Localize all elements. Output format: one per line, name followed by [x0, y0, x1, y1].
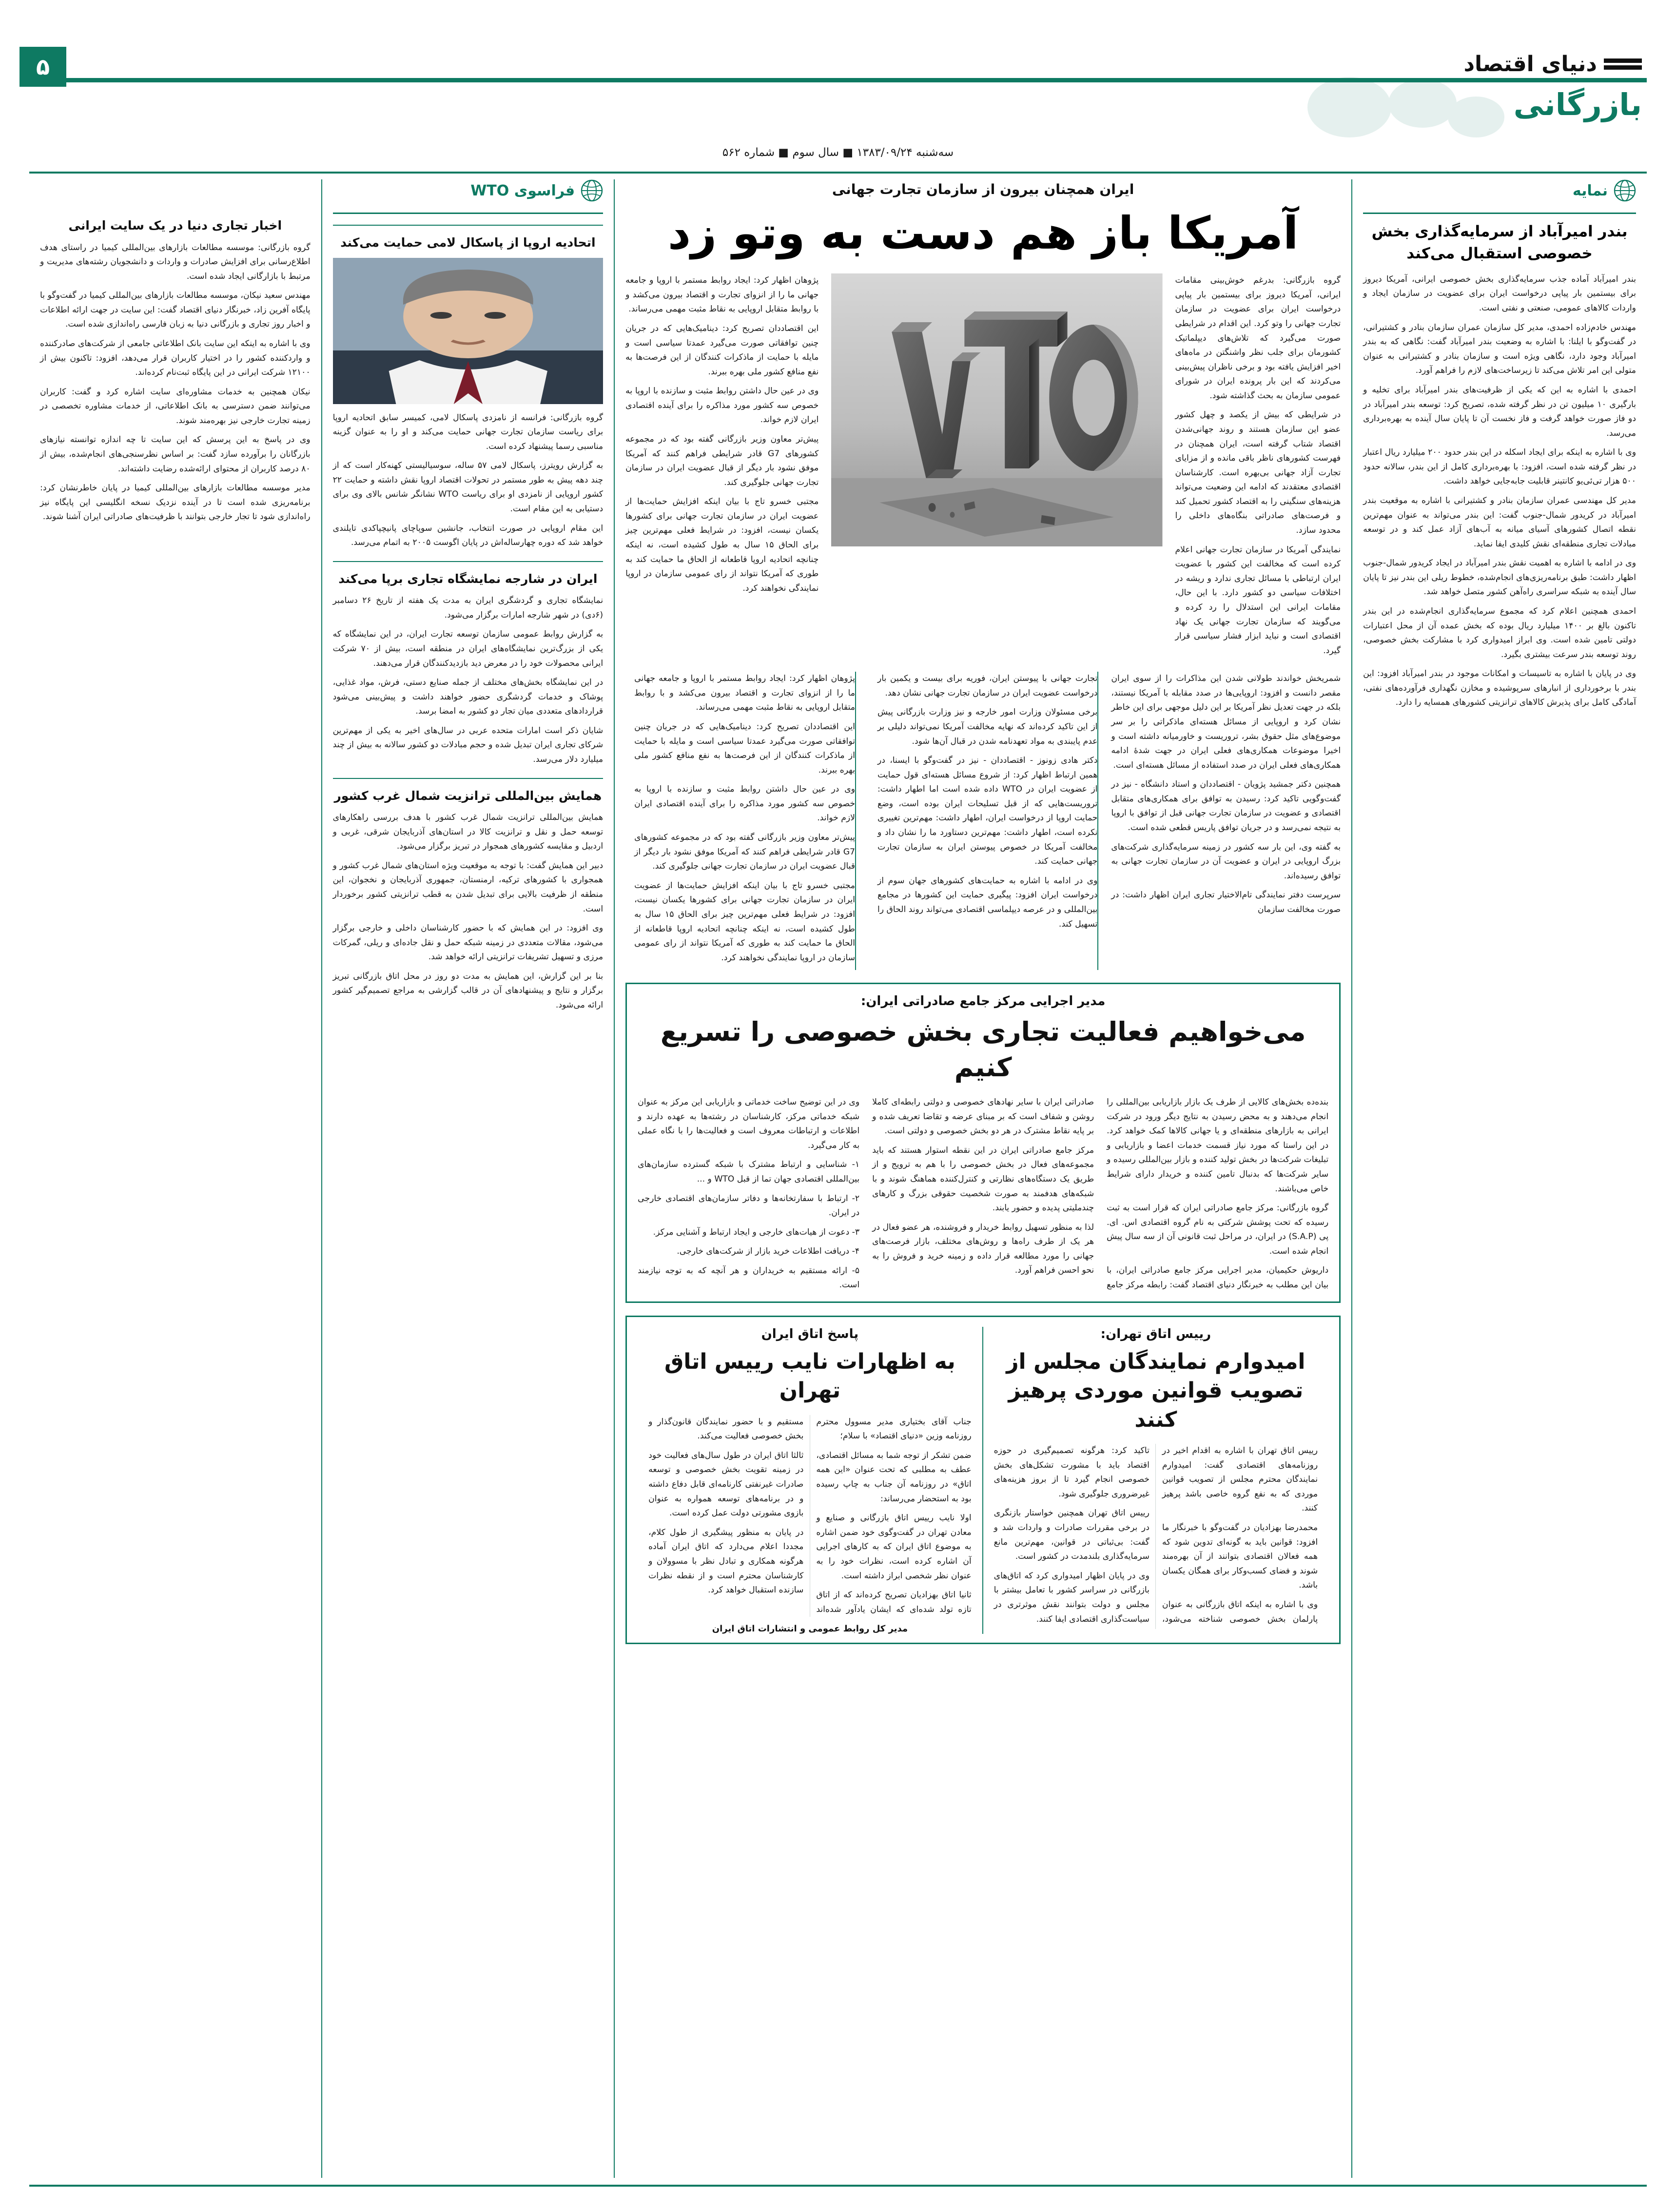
column-index: [1352, 179, 1647, 2178]
export-center-paragraph: وی در این توضیح ساخت خدماتی و بازاریابی این مرکز به عنوان شبکه خدماتی مرکز، کارشناسان در رشته‌ها به عهده دارند و اطلاعات و ارتباطات معروف است و فعالیت‌ها را با نگاه عملی به کار می‌گیرد.: [638, 1097, 860, 1150]
wto-article-body: [40, 241, 311, 524]
wto-paragraph: مهندس سعید نیکان، موسسه مطالعات بازارهای بین‌المللی کیمیا در گفت‌وگو با پایگاه آفرین زاد، خبرنگار دنیای اقتصاد گفت: این سایت در جهت ارائه اطلاعات و اخبار روز تجاری و بازرگانی دنیا به زبان فارسی راه‌اندازی شده است.: [40, 291, 311, 330]
lead-paragraph: نمایندگی آمریکا در سازمان تجارت جهانی اعلام کرده است که مخالفت این کشور با عضویت ایران ارتباطی با مسائل تجاری ندارد و ریشه در اختلافات سیاسی دو کشور دارد. با این حال، مقامات ایرانی این استدلال را رد کرده و می‌گویند که سازمان تجارت جهانی یک نهاد اقتصادی است و نباید ابزار فشار سیاسی قرار گیرد.: [1175, 544, 1341, 656]
page-number: ۵: [36, 54, 50, 80]
lead-paragraph: پیش‌تر معاون وزیر بازرگانی گفته بود که در مجموعه کشورهای G7 قادر شرایطی فراهم کنند که آمریکا موفق نشود بار دیگر از قبال عضویت ایران در سازمان تجارت جهانی جلوگیری کند.: [634, 833, 855, 872]
export-center-list-item: ۱- شناسایی و ارتباط مشترک با شبکه گسترده سازمان‌های بین‌المللی اقتصادی جهان تما از قبل WTO و ...: [638, 1160, 860, 1184]
amirabad-paragraphs: [1363, 321, 1636, 710]
lead-kicker: ایران همچنان بیرون از سازمان تجارت جهانی: [832, 181, 1134, 197]
divider: [333, 778, 604, 779]
chamber-iran-half: [638, 1327, 983, 1634]
chamber-iran-headline: به اظهارات نایب رییس اتاق تهران: [664, 1349, 955, 1403]
lead-paragraph: وی در عین حال داشتن روابط مثبت و سازنده با اروپا به خصوص سه کشور مورد مذاکره را برای آینده اقتصادی ایران لازم خواند.: [634, 784, 855, 823]
page-number-badge: [19, 47, 66, 87]
wto-paragraph: وی با اشاره به اینکه این سایت بانک اطلاعاتی جامعی از شرکت‌های صادرکننده و واردکننده کشور را در اختیار کاربران قرار می‌دهد، افزود: تاکنون بیش از ۱۲۱۰۰ شرکت ایرانی در این پایگاه ثبت‌نام کرده‌اند.: [40, 338, 311, 378]
chamber-iran-paragraph: ثانیا اتاق بهزادیان تصریح کرده‌اند که از اتاق تازه تولد شده‌ای که ایشان یادآور شده‌اند مستقیم و با حضور نمایندگان قانون‌گذار و بخش خصوصی فعالیت می‌کند.: [648, 1416, 972, 1614]
export-center-list-item: ۳- دعوت از هیات‌های خارجی و ایجاد ارتباط و آشنایی مرکز.: [653, 1227, 860, 1237]
chamber-iran-paragraph: ثالثا اتاق ایران در طول سال‌های فعالیت خود در زمینه تقویت بخش خصوصی و توسعه صادرات غیرنفتی کارنامه‌ای قابل دفاع داشته و در برنامه‌های توسعه همواره به عنوان بازوی مشورتی دولت عمل کرده است.: [648, 1450, 804, 1518]
wto-paragraph: در این نمایشگاه بخش‌های مختلف از جمله صنایع دستی، فرش، مواد غذایی، پوشاک و خدمات گردشگری حضور خواهند داشت و پیش‌بینی می‌شود قراردادهای متعددی میان تجار دو کشور به امضا برسد.: [332, 678, 604, 717]
export-center-list-item: ۵- ارائه مستقیم به خریداران و هر آنچه که به توجه نیازمند است.: [638, 1265, 860, 1290]
lead-col-d: [869, 672, 1098, 970]
chamber-tehran-paragraph: وی در پایان اظهار امیدواری کرد که اتاق‌های بازرگانی در سراسر کشور با تعامل بیشتر با مجلس و دولت بتوانند نقش موثرتری در سیاست‌گذاری اقتصادی ایفا کنند.: [994, 1571, 1150, 1624]
export-center-headline: می‌خواهیم فعالیت تجاری بخش خصوصی را تسریع کنیم: [660, 1016, 1306, 1083]
divider: [333, 561, 604, 562]
lead-col-a: [1175, 273, 1341, 663]
wto-paragraph: وی افزود: در این همایش که با حضور کارشناسان داخلی و خارجی برگزار می‌شود، مقالات متعددی در زمینه شبکه حمل و نقل جاده‌ای و ریلی، گمرکات مرزی و تسهیل تشریفات ترانزیتی ارائه خواهد شد.: [332, 923, 604, 962]
index-column-header: [1363, 179, 1636, 202]
wto-article-title: همایش بین‌المللی ترانزیت شمال غرب کشور: [334, 788, 602, 803]
amirabad-article-title: بندر امیرآباد از سرمایه‌گذاری بخش خصوصی استقبال می‌کند: [1371, 223, 1628, 262]
chamber-iran-body: [648, 1415, 972, 1617]
chamber-split: [638, 1327, 1328, 1634]
export-center-list-item: ۲- ارتباط با سفارتخانه‌ها و دفاتر سازمان‌های اقتصادی خارجی در ایران.: [638, 1193, 860, 1218]
lead-paragraph: دکتر هادی زونوز - اقتصاددان - نیز در گفت‌وگو با ایسنا، در همین ارتباط اظهار کرد: از شروع مسائل هسته‌ای قول حمایت از عضویت ایران در WTO داده شده است اما اطهار داشت: تروریست‌هایی که از قبل تسلیحات ایران بوده است، وضع حمایت اروپا از درخواست ایران، اطهار داشت: مهم‌ترین تغییری نکرده است، اطهار داشت: مهم‌ترین دستاورد ما را نشان داد و مخالفت آمریکا در خصوص پیوستن ایران به سازمان تجارت جهانی حمایت کند.: [877, 756, 1098, 867]
amirabad-paragraph: وی در پایان با اشاره به تاسیسات و امکانات موجود در بندر امیرآباد افزود: این بندر با برخورداری از انبارهای سرپوشیده و مخازن نگهداری فرآورده‌های نفتی، آمادگی کامل برای پذیرش کالاهای ترانزیتی کشورهای همسایه را دارد.: [1363, 669, 1636, 708]
wto-paragraph: به گزارش روابط عمومی سازمان توسعه تجارت ایران، در این نمایشگاه که یکی از بزرگ‌ترین نمایشگاه‌های ایران در منطقه است، بیش از ۷۰ شرکت ایرانی محصولات خود را در معرض دید بازدیدکنندگان قرار می‌دهند.: [332, 629, 604, 668]
chamber-tehran-paragraph: وی با اشاره به اینکه اتاق بازرگانی به عنوان پارلمان بخش خصوصی شناخته می‌شود، تاکید کرد: هرگونه تصمیم‌گیری در حوزه اقتصاد باید با مشورت تشکل‌های بخش خصوصی انجام گیرد تا از بروز هزینه‌های غیرضروری جلوگیری شود.: [994, 1446, 1318, 1624]
wto-paragraph: به گزارش رویترز، پاسکال لامی ۵۷ ساله، سوسیالیستی کهنه‌کار است که از چند دهه پیش به طور مستمر در تحولات اقتصاد اروپا نقش داشته و حمایت ۲۲ کشور اروپایی از نامزدی او برای ریاست WTO نشانگر شانس بالای وی برای دستیابی به این مقام است.: [332, 461, 604, 514]
globe-icon: [1614, 179, 1636, 202]
wto-article-body: [333, 594, 604, 767]
chamber-tehran-paragraph: محمدرضا بهزادیان در گفت‌وگو با خبرنگار ما افزود: قوانین باید به گونه‌ای تدوین شود که همه فعالان اقتصادی بتوانند از آن بهره‌مند شوند و فضای کسب‌وکار برای همگان یکسان باشد.: [1162, 1523, 1318, 1591]
lead-paragraph: گروه بازرگانی: بدرغم خوش‌بینی مقامات ایرانی، آمریکا دیروز برای بیستمین بار پیاپی درخواست ایران برای عضویت در سازمان تجارت جهانی را وتو کرد. این اقدام در شرایطی صورت می‌گیرد که تلاش‌های دیپلماتیک کشورمان برای جلب نظر واشنگتن در ماه‌های اخیر افزایش یافته بود و برخی ناظران پیش‌بینی می‌کردند که این بار پرونده ایران در شورای عمومی سازمان به بحث گذاشته شود.: [1175, 275, 1341, 401]
wto-paragraph: این مقام اروپایی در صورت انتخاب، جانشین سوپاچای پانیچپاکدی تایلندی خواهد شد که دوره چهارساله‌اش در پایان اگوست ۲۰۰۵ به اتمام می‌رسد.: [332, 523, 604, 548]
column-grid: [29, 179, 1647, 2178]
chamber-iran-paragraph: جناب آقای بختیاری مدیر مسوول محترم روزنامه وزین «دنیای اقتصاد» با سلام؛: [816, 1416, 972, 1441]
chamber-iran-paragraph: در پایان به منظور پیشگیری از طول کلام، مجددا اعلام می‌دارد که اتاق ایران آماده هرگونه همکاری و تبادل نظر با مسوولان و کارشناسان محترم است و از نقطه نظرات سازنده استقبال خواهد کرد.: [648, 1527, 804, 1595]
wto-column-label: فراسوی WTO: [470, 182, 575, 199]
amirabad-paragraph: مهندس خادم‌زاده احمدی، مدیر کل سازمان عمران سازمان بنادر و کشتیرانی، در گفت‌وگو با ایلنا: با اشاره به وضعیت بندر امیرآباد گفت: نگاهی که به بندر امیرآباد وجود دارد، نگاهی ویژه است و سازمان بنادر و کشتیرانی به عنوان متولی این امر تلاش می‌کند تا زیرساخت‌های لازم را فراهم آورد.: [1363, 322, 1636, 376]
wto-photo: [831, 273, 1162, 546]
wto-article: [40, 216, 311, 524]
chamber-iran-signature: مدیر کل روابط عمومی و انتشارات اتاق ایران: [712, 1624, 908, 1634]
lead-paragraph: مجتبی خسرو تاج با بیان اینکه افزایش حمایت‌ها از عضویت ایران در سازمان تجارت جهانی برای کشورها یکسان نیست، افزود: در شرایط فعلی مهم‌ترین چیز برای الحاق ۱۵ سال به طول کشیده است، نه اینکه چنانچه اتحادیه اروپا قاطعانه از الحاق ما حمایت کند به طوری که آمریکا نتواند از رای عمومی سازمان در اروپا نمایندگی نخواهند کرد.: [634, 880, 855, 963]
wto-article: [333, 561, 604, 767]
lead-col-e: [625, 672, 856, 970]
export-center-body: [638, 1095, 1328, 1293]
lead-paragraph: برخی مسئولان وزارت امور خارجه و نیز وزارت بازرگانی پیش از این تاکید کرده‌اند که نهایه مخالفت آمریکا نمی‌تواند دلیلی بر عدم پایبندی به مواد تعهدنامه شدن در قبال آن‌ها شود.: [877, 707, 1098, 746]
lead-paragraph: پژوهان اظهار کرد: ایجاد روابط مستمر با اروپا و جامعه جهانی ما را از انزوای تجارت و اقتصاد بیرون می‌کشد و با روابط متقابل اروپایی به نقاط مثبت مهمی می‌رساند.: [625, 275, 819, 314]
lead-paragraph: همچنین دکتر جمشید پژویان - اقتصاددان و استاد دانشگاه - نیز در گفت‌وگویی تاکید کرد: رسیدن به توافق برای همکاری‌های متقابل اقتصادی و عضویت در سازمان تجارت جهانی قبل از توافق با اروپا به نتیجه نمی‌رسد و در جریان توافق پاریس قطعی شده است.: [1111, 779, 1341, 833]
wto-article-body: [333, 411, 604, 550]
wto-paragraph: شایان ذکر است امارات متحده عربی در سال‌های اخیر به یکی از مهم‌ترین شرکای تجاری ایران تبدیل شده و حجم مبادلات دو کشور سالانه به بیش از چند میلیارد دلار می‌رسد.: [332, 725, 604, 764]
wto-paragraph: وی در پاسخ به این پرسش که این سایت تا چه اندازه توانسته نیازهای بازرگانان را برآورده سازد گفت: بر اساس نظرسنجی‌های انجام‌شده، بیش از ۸۰ درصد کاربران از محتوای ارائه‌شده رضایت داشته‌اند.: [40, 435, 311, 474]
lead-grid: [625, 273, 1341, 663]
wto-article: [333, 225, 604, 550]
lead-paragraph: مجتبی خسرو تاج با بیان اینکه افزایش حمایت‌ها از عضویت ایران در سازمان تجارت جهانی برای کشورها یکسان نیست، افزود: در شرایط فعلی مهم‌ترین چیز برای الحاق ۱۵ سال به طول کشیده است، نه اینکه چنانچه اتحادیه اروپا قاطعانه از الحاق ما حمایت کند به طوری که آمریکا نتواند از رای عمومی سازمان در اروپا نمایندگی نخواهند کرد.: [625, 497, 819, 593]
chamber-iran-paragraph: ضمن تشکر از توجه شما به مسائل اقتصادی، عطف به مطلبی که تحت عنوان «این همه اتاق» در روزنامه آن جناب به چاپ رسیده بود به استحضار می‌رساند:: [816, 1450, 972, 1504]
amirabad-paragraph: وی با اشاره به اینکه برای ایجاد اسکله در این بندر حدود ۲۰۰ میلیارد ریال اعتبار در نظر گرفته شده است، افزود: با بهره‌برداری کامل از این بندر، سالانه حدود ۵۰۰ هزار تی‌ئی‌یو کانتینر قابلیت جابه‌جایی خواهد داشت.: [1363, 447, 1636, 486]
lead-col-c: [1111, 672, 1341, 970]
lead-paragraph: پیش‌تر معاون وزیر بازرگانی گفته بود که در مجموعه کشورهای G7 قادر شرایطی فراهم کنند که آمریکا موفق نشود بار دیگر از قبال عضویت ایران در سازمان تجارت جهانی جلوگیری کند.: [625, 434, 819, 487]
lead-paragraph: شمریخش خواندند طولانی شدن این مذاکرات را از سوی ایران مقصر دانست و افزود: اروپایی‌ها در صدد مقابله با آمریکا نیستند، بلکه در جهت تعدیل نظر آمریکا بر این دلیل موجهی برای این خاطر نشان کرد و اروپایی از مسائل هسته‌ای ماذکراتی را بر سر موضوع‌های مثل حقوق بشر، تروریست و خاورمیانه داشته است و اخیرا موضوعات همکاری‌های فعلی ایران در جهت شدهٔ ادامه همکاری‌های فعلی ایران در صدد استفاده از مسائل هسته‌ای است.: [1111, 674, 1341, 770]
wto-paragraph: نمایشگاه تجاری و گردشگری ایران به مدت یک هفته از تاریخ ۲۶ دسامبر (۶دی) در شهر شارجه امارات برگزار می‌شود.: [332, 596, 604, 620]
column-wto-b: [29, 179, 322, 2178]
wto-article: [333, 778, 604, 1013]
amirabad-lead: بندر امیرآباد آماده جذب سرمایه‌گذاری بخش خصوصی ایرانی، آمریکا دیروز برای بیستمین بار پیاپی درخواست ایران برای عضویت در سازمان ایجاد و واردات کالاهای عمومی، صنعتی و نفتی است.: [1363, 274, 1636, 313]
wto-paragraph: نیکان همچنین به خدمات مشاوره‌ای سایت اشاره کرد و گفت: کاربران می‌توانند ضمن دسترسی به بانک اطلاعاتی، از خدمات مشاوره تخصصی در زمینه تجارت خارجی نیز بهره‌مند شوند.: [40, 387, 311, 426]
index-column-label: نمایه: [1572, 182, 1608, 199]
brand-name: دنیای اقتصاد: [1463, 51, 1597, 77]
chamber-tehran-paragraph: رییس اتاق تهران با اشاره به اقدام اخیر در روزنامه‌های اقتصادی گفت: امیدوارم نمایندگان محترم مجلس از تصویب قوانین موردی که به نفع گروه خاصی باشد پرهیز کنند.: [1162, 1446, 1318, 1513]
chamber-box: [625, 1316, 1341, 1644]
export-center-eyebrow: مدیر اجرایی مرکز جامع صادراتی ایران:: [860, 994, 1106, 1009]
lead-paragraph: سرپرست دفتر نمایندگی تام‌الاختیار تجاری ایران اظهار داشت: در صورت مخالفت سازمان: [1111, 890, 1341, 914]
chamber-tehran-headline: امیدوارم نمایندگان مجلس از تصویب قوانین موردی پرهیز کنند: [1006, 1349, 1306, 1432]
dateline: سه‌شنبه ۱۳۸۳/۰۹/۲۴ ■ سال سوم ■ شماره ۵۶۲: [722, 146, 954, 159]
column-main: [615, 179, 1352, 2178]
wto-article-title: اخبار تجاری دنیا در یک سایت ایرانی: [68, 218, 282, 233]
divider: [333, 213, 604, 214]
lead-col-b-wrap: [625, 273, 819, 663]
chamber-iran-eyebrow: پاسخ اتاق ایران: [761, 1326, 859, 1341]
wto-paragraph: همایش بین‌المللی ترانزیت شمال غرب کشور با هدف بررسی راهکارهای توسعه حمل و نقل و ترانزیت کالا در استان‌های آذربایجان شرقی، غربی و اردبیل و مقایسه کشورهای همجوار در تبریز برگزار می‌شود.: [332, 813, 604, 852]
column-wto-a: [322, 179, 615, 2178]
lead-paragraph: به گفته وی، این بار سه کشور در زمینه سرمایه‌گذاری شرکت‌های بزرگ اروپایی در ایران و عضویت آن در سازمان تجارت جهانی به توافق رسیده‌اند.: [1111, 842, 1341, 881]
lead-paragraph: این اقتصاددان تصریح کرد: دینامیک‌هایی که در جریان چنین توافقاتی صورت می‌گیرد عمدتا سیاسی است و مایله با حمایت از ماذکرات کنندگان از این فرصت‌ها به نفع منافع کشور ملی بهره ببرند.: [634, 722, 855, 775]
wto-articles-a: [333, 225, 604, 1013]
wto-articles-b: [40, 216, 311, 524]
export-center-box: [625, 983, 1341, 1303]
wto-column-header: [333, 179, 604, 202]
chamber-tehran-eyebrow: رییس اتاق تهران:: [1100, 1326, 1211, 1341]
divider: [1363, 213, 1636, 214]
globe-icon: [581, 179, 603, 202]
lead-paragraph: این اقتصاددان تصریح کرد: دینامیک‌هایی که در جریان چنین توافقاتی صورت می‌گیرد عمدتا سیاسی است و مایله با حمایت از ماذکرات کنندگان از این فرصت‌ها به نفع منافع کشور ملی بهره ببرند.: [625, 323, 819, 377]
lead-headline: آمریکا باز هم دست به وتو زد: [667, 207, 1299, 259]
page-title: بازرگانی: [1513, 87, 1642, 122]
wto-article-body: [333, 811, 604, 1013]
top-rule: [29, 172, 1647, 174]
wto-article-title: اتحادیه اروپا از پاسکال لامی حمایت می‌کند: [340, 235, 596, 250]
chamber-tehran-half: [983, 1327, 1329, 1634]
wto-paragraph: بنا بر این گزارش، این همایش به مدت دو روز در محل اتاق بازرگانی تبریز برگزار و نتایج و پیشنهادهای آن در قالب گزارشی به مراجع تصمیم‌گیر کشور ارائه می‌شود.: [332, 971, 604, 1010]
amirabad-paragraph: مدیر کل مهندسی عمران سازمان بنادر و کشتیرانی با اشاره به موقعیت بندر امیرآباد در کریدور شمال-جنوب گفت: این بندر می‌تواند به عنوان مهم‌ترین نقطه اتصال کشورهای آسیای میانه به آب‌های آزاد عمل کند و در توسعه مبادلات تجاری منطقه‌ای نقش کلیدی ایفا نماید.: [1363, 495, 1636, 549]
chamber-tehran-paragraph: رییس اتاق تهران همچنین خواستار بازنگری در برخی مقررات صادرات و واردات شد و گفت: بی‌ثباتی در قوانین، مهم‌ترین مانع سرمایه‌گذاری بلندمدت در کشور است.: [994, 1508, 1150, 1562]
amirabad-paragraph: احمدی همچنین اعلام کرد که مجموع سرمایه‌گذاری انجام‌شده در این بندر تاکنون بالغ بر ۱۴۰۰ میلیارد ریال بوده که بخش عمده آن از محل اعتبارات دولتی تامین شده است. وی ابراز امیدواری کرد با مشارکت بخش خصوصی، روند توسعه بندر سرعت بیشتری بگیرد.: [1363, 606, 1636, 660]
export-center-paragraph: مرکز جامع صادراتی ایران در این نقطه استوار هستند که باید مجموعه‌های فعال در بخش خصوصی را با هم به ترویج و از طریق یک دستگاه‌های نظارتی و کنترل‌کننده هماهنگ شوند و با شبکه‌های هدفمند به صورت شخصیت حقوقی بزرگ و کارهای چندملیتی پدیده و حضور یابند.: [872, 1145, 1094, 1213]
export-center-paragraph: گروه بازرگانی: مرکز جامع صادراتی ایران که قرار است به ثبت رسیده که تحت پوشش شرکتی به نام گروه اقتصادی اس. ای. پی (S.A.P) در ایران، در مراحل ثبت قانونی آن از سه سال پیش انجام شده است.: [1107, 1203, 1329, 1256]
wto-article-title: ایران در شارجه نمایشگاه تجاری برپا می‌کند: [338, 571, 598, 586]
wto-paragraph: گروه بازرگانی: فرانسه از نامزدی پاسکال لامی، کمیسر سابق اتحادیه اروپا برای ریاست سازمان تجارت جهانی حمایت می‌کند و او را به عنوان گزینه مناسبی رسما پیشنهاد کرده است.: [332, 412, 604, 451]
wto-paragraph: مدیر موسسه مطالعات بازارهای بین‌المللی کیمیا در پایان خاطرنشان کرد: برنامه‌ریزی شده است تا در آینده نزدیک نسخه انگلیسی این پایگاه نیز راه‌اندازی شود تا تجار خارجی بتوانند با ظرفیت‌های صادراتی ایران آشنا شوند.: [40, 483, 311, 522]
export-center-list-item: ۴- دریافت اطلاعات خرید بازار از شرکت‌های خارجی.: [677, 1246, 860, 1257]
export-center-paragraph: لذا به منظور تسهیل روابط خریدار و فروشنده، هر عضو فعال در هر یک از طرف راه‌ها و روش‌های مختلف، بازار فرصت‌های جهانی را مورد مطالعه قرار داده و زمینه خرید و فروش را به نحو احسن فراهم آورد.: [872, 1222, 1094, 1276]
lead-paragraph: وی در ادامه با اشاره به حمایت‌های کشورهای جهان سوم از درخواست ایران افزود: پیگیری حمایت این کشورها در مجامع بین‌المللی و در عرصه دیپلماسی اقتصادی می‌تواند روند الحاق را تسهیل کند.: [877, 875, 1098, 929]
brand-bars-icon: [1604, 58, 1642, 70]
lead-bottom-grid: [625, 672, 1341, 970]
divider: [333, 225, 604, 226]
chamber-iran-paragraph: اولا نایب رییس اتاق بازرگانی و صنایع و معادن تهران در گفت‌وگوی خود ضمن اشاره به موضوع اتاق ایران که به کارهای اجرایی آن اشاره کرده است، نظرات خود را به عنوان نظر شخصی ابراز داشته است.: [816, 1513, 972, 1581]
bottom-rule: [29, 2185, 1647, 2187]
pascal-lamy-photo: [333, 258, 604, 404]
amirabad-article-body: [1363, 272, 1636, 710]
amirabad-paragraph: احمدی با اشاره به این که یکی از ظرفیت‌های بندر امیرآباد برای تخلیه و بارگیری ۱۰ میلیون تن در نظر گرفته شده، تصریح کرد: توسعه بندر امیرآباد در دو فاز صورت خواهد گرفت و فاز نخست آن تا پایان سال آینده به بهره‌برداری می‌رسد.: [1363, 385, 1637, 438]
lead-story: [625, 181, 1341, 970]
wto-paragraph: گروه بازرگانی: موسسه مطالعات بازارهای بین‌المللی کیمیا در راستای هدف اطلاع‌رسانی برای افزایش صادرات و واردات و دانشجویان رشته‌های مدیریت و مرتبط با بازارگانی ایجاد شده است.: [40, 242, 311, 281]
lead-photo-wrap: [831, 273, 1162, 663]
lead-paragraph: وی در عین حال داشتن روابط مثبت و سازنده با اروپا به خصوص سه کشور مورد مذاکره را برای آینده اقتصادی ایران لازم خواند.: [625, 386, 819, 425]
watermark-graphic: [1306, 73, 1515, 146]
lead-paragraph: در شرایطی که بیش از یکصد و چهل کشور عضو این سازمان هستند و روند جهانی‌شدن اقتصاد شتاب گرفته است، ایران همچنان در فهرست کشورهای ناظر باقی مانده و از مزایای تجارت آزاد جهانی بی‌بهره است. کارشناسان اقتصادی معتقدند که ادامه این وضعیت می‌تواند هزینه‌های سنگینی را به اقتصاد کشور تحمیل کند و فرصت‌های صادراتی بنگاه‌های داخلی را محدود سازد.: [1175, 410, 1341, 536]
amirabad-paragraph: وی در ادامه با اشاره به اهمیت نقش بندر امیرآباد در ایجاد کریدور شمال-جنوب اظهار داشت: طبق برنامه‌ریزی‌های انجام‌شده، خطوط ریلی این بندر نیز تا پایان سال آینده به شبکه سراسری راه‌آهن کشور متصل خواهد شد.: [1363, 558, 1636, 597]
wto-paragraph: دبیر این همایش گفت: با توجه به موقعیت ویژه استان‌های شمال غرب کشور و همجواری با کشورهای ترکیه، ارمنستان، جمهوری آذربایجان و نخجوان، این منطقه از ظرفیت بالایی برای تبدیل شدن به قطب ترانزیتی کشور برخوردار است.: [332, 860, 604, 914]
export-center-intro: بنده‌ده بخش‌های کالایی از طرف یک بازار بازاریابی بین‌المللی را انجام می‌دهند و به محض رسیدن به نتایج دیگر ورود در شرکت ایرانی به بازارهای منطقه‌ای و یا جهانی کالاها کمک خواهد کرد. در این راستا که مورد نیاز قسمت خدمات اعضا و بازاریابی و تبلیغات شرکت‌ها در بخش تولید کننده و بازار بین‌المللی رسیده و سایر شرکت‌ها که بدنبال تامین کننده و خریدار دارای شرایط خاص می‌باشند.: [1107, 1097, 1329, 1194]
export-center-paragraph: داریوش حکیمیان، مدیر اجرایی مرکز جامع صادراتی ایران، با بیان این مطلب به خبرنگار دنیای اقتصاد گفت: رابطه مرکز جامع صادراتی ایران با سایر نهادهای خصوصی و دولتی رابطه‌ای کاملا روشن و شفاف است که بر مبنای عرضه و تقاضا تعریف شده و بر پایه نقاط مشترک در هر دو بخش خصوصی و دولتی است.: [872, 1097, 1329, 1290]
lead-paragraph: تجارت جهانی با پیوستن ایران، فوریه برای بیست و یکمین بار درخواست عضویت ایران در سازمان تجارت جهانی نشان دهد.: [877, 674, 1098, 698]
lead-paragraph: پژوهان اظهار کرد: ایجاد روابط مستمر با اروپا و جامعه جهانی ما را از انزوای تجارت و اقتصاد بیرون می‌کشد و با روابط متقابل اروپایی به نقاط مثبت مهمی می‌رساند.: [634, 674, 855, 713]
chamber-tehran-body: [994, 1444, 1318, 1629]
